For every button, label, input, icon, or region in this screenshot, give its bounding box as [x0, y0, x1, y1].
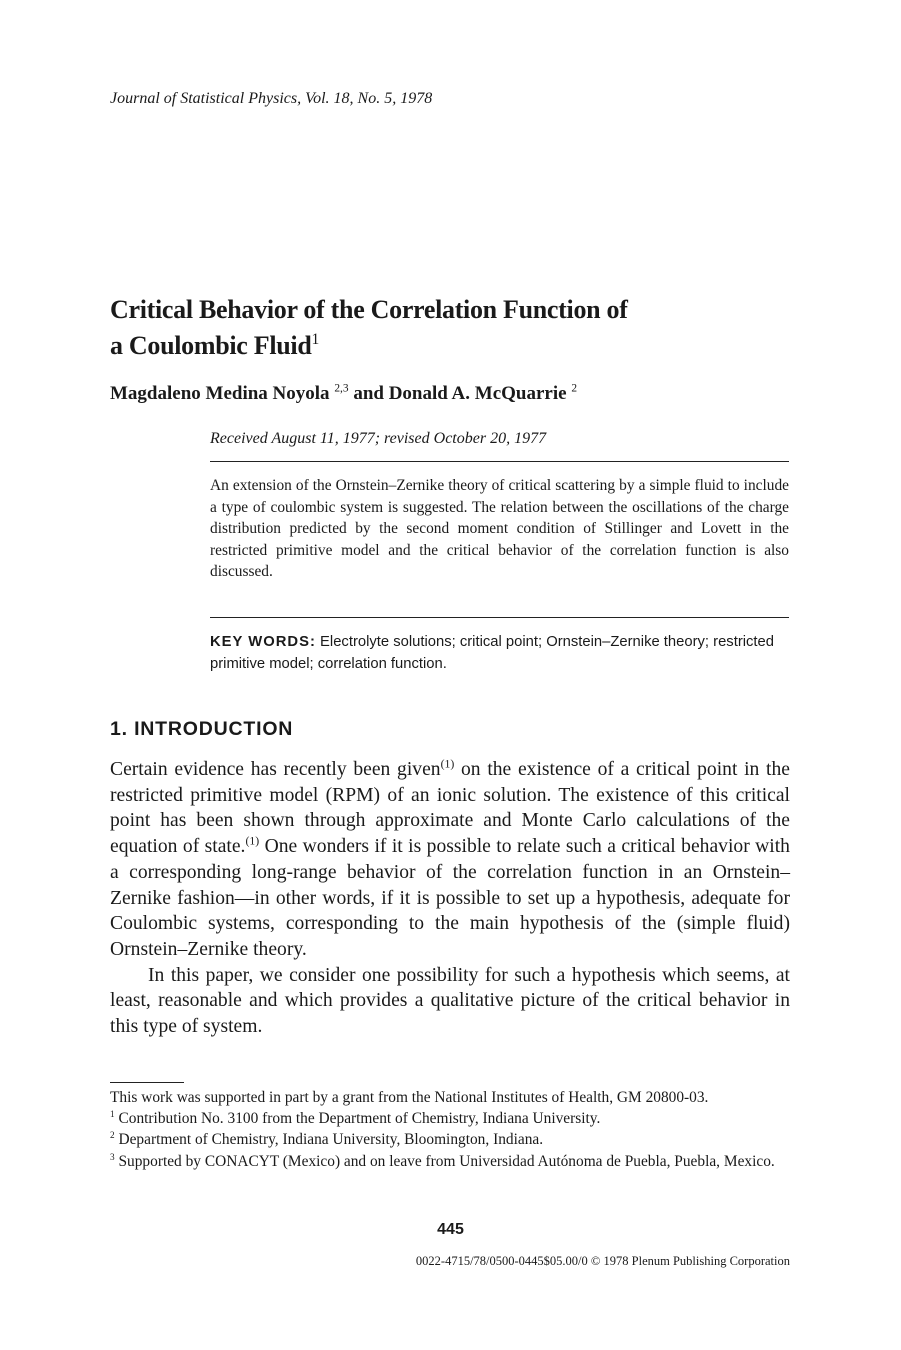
abstract-bottom-rule — [210, 617, 789, 618]
paragraph-1-part-a: Certain evidence has recently been given — [110, 759, 441, 780]
title-footnote-marker: 1 — [311, 330, 319, 348]
citation-ref: (1) — [440, 757, 455, 771]
paragraph-1-part-c: One wonders if it is possible to relate such a critical behavior with a corresponding long-range behavior of the correlation function in an Ornstein–Zernike fashion—in other words, if it is possible to set up a hypothesis, adequate for Coulombic systems, corresponding to the main hypothesis of the (simple fluid) Ornstein–Zernike theory. — [110, 836, 790, 960]
body-text — [110, 757, 790, 1040]
footnote-2-number: 2 — [110, 1130, 115, 1141]
footnote-rule — [110, 1082, 184, 1083]
footnote-3-number: 3 — [110, 1151, 115, 1162]
author-list — [110, 383, 577, 405]
title-line-2 — [110, 328, 628, 364]
footnote-3-text: Supported by CONACYT (Mexico) and on leave from Universidad Autónoma de Puebla, Puebla, Mexico. — [118, 1152, 775, 1170]
footnote-1-text: Contribution No. 3100 from the Department of Chemistry, Indiana University. — [118, 1110, 601, 1128]
abstract: An extension of the Ornstein–Zernike theory of critical scattering by a simple fluid to include a type of coulombic system is suggested. The relation between the oscillations of the charge distribution predicted by the second moment condition of Stillinger and Lovett in the restricted primitive model and the critical behavior of the correlation function is also discussed. — [210, 477, 789, 580]
author-2-affiliation: 2 — [571, 382, 578, 395]
author-1: Magdaleno Medina Noyola — [110, 383, 330, 404]
author-connector: and — [353, 383, 384, 404]
footnotes — [110, 1087, 790, 1172]
key-words-text: Electrolyte solutions; critical point; Ornstein–Zernike theory; restricted primitive model; correlation function. — [210, 634, 775, 672]
paper-title — [110, 292, 628, 364]
copyright-line: 0022-4715/78/0500-0445$05.00/0 © 1978 Plenum Publishing Corporation — [415, 1254, 790, 1268]
key-words — [210, 631, 789, 675]
footnote-1-number: 1 — [110, 1109, 115, 1120]
section-heading: 1. INTRODUCTION — [110, 718, 294, 740]
title-line-1: Critical Behavior of the Correlation Function of — [110, 295, 628, 324]
paragraph-1 — [110, 757, 790, 963]
footnote-2 — [110, 1129, 790, 1150]
received-dates: Received August 11, 1977; revised October 20, 1977 — [210, 430, 547, 447]
paragraph-1-part-b: on the existence of a critical point in the restricted primitive model (RPM) of an ionic solution. The existence of this critical point has been shown through approximate and Monte Carlo calculations of the equation of state. — [110, 759, 790, 858]
footnote-1 — [110, 1108, 790, 1129]
citation-ref: (1) — [245, 834, 260, 848]
footnote-3 — [110, 1151, 790, 1172]
footnote-support: This work was supported in part by a grant from the National Institutes of Health, GM 20800-03. — [110, 1089, 709, 1106]
paragraph-2: In this paper, we consider one possibility for such a hypothesis which seems, at least, reasonable and which provides a qualitative picture of the critical behavior in this type of system. — [110, 964, 790, 1038]
author-1-affiliation: 2,3 — [334, 382, 349, 395]
page-number: 445 — [437, 1221, 464, 1238]
abstract-top-rule — [210, 461, 789, 462]
key-words-label: KEY WORDS: — [210, 634, 316, 650]
journal-citation: Journal of Statistical Physics, Vol. 18, No. 5, 1978 — [110, 90, 433, 107]
title-line-2-text: a Coulombic Fluid — [110, 331, 312, 360]
footnote-2-text: Department of Chemistry, Indiana University, Bloomington, Indiana. — [118, 1131, 544, 1149]
author-2: Donald A. McQuarrie — [388, 383, 567, 404]
